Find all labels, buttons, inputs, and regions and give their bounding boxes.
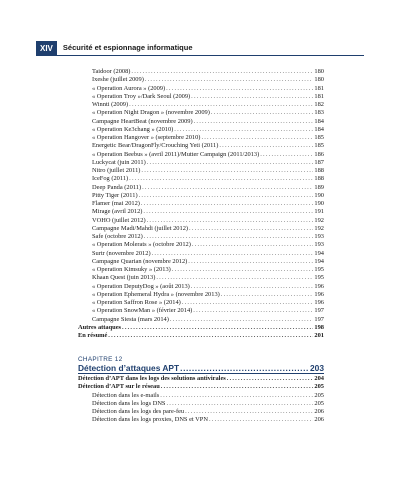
toc-entry-title: Détection d’APT sur le réseau — [78, 383, 160, 391]
toc-entry-page: 190 — [314, 200, 324, 207]
toc-list — [78, 68, 324, 340]
toc-entry-page: 197 — [314, 315, 324, 323]
toc-entry-title: « Operation Beebus » (avril 2011)/Mutter Campaign (2011/2013) — [92, 150, 260, 158]
toc-entry[interactable] — [78, 383, 324, 391]
toc-entry[interactable] — [78, 151, 324, 159]
leader-dots — [180, 363, 309, 373]
leader-dots — [260, 151, 313, 159]
leader-dots — [145, 76, 314, 84]
toc-entry[interactable] — [78, 175, 324, 183]
running-title: Sécurité et espionnage informatique — [62, 43, 193, 52]
leader-dots — [193, 307, 313, 315]
leader-dots — [221, 291, 314, 299]
toc-entry[interactable] — [78, 258, 324, 266]
toc-entry-page: 183 — [314, 109, 324, 117]
toc-entry-page: 184 — [314, 117, 324, 125]
toc-entry-page: 184 — [314, 125, 324, 133]
toc-entry[interactable] — [78, 93, 324, 101]
toc-entry[interactable] — [78, 192, 324, 200]
toc-entry-title: Détection dans les logs DNS — [92, 399, 166, 407]
toc-entry-page: 205 — [314, 399, 324, 407]
toc-entry-page: 180 — [314, 68, 324, 75]
leader-dots — [143, 208, 313, 216]
toc-entry-page: 191 — [314, 208, 324, 216]
toc-entry[interactable] — [78, 241, 324, 249]
toc-entry[interactable] — [78, 332, 324, 340]
toc-entry-page: 182 — [314, 101, 324, 108]
toc-entry-page: 196 — [314, 290, 324, 298]
toc-entry-title: Campagne Siesta (mars 2014) — [92, 315, 169, 323]
toc-entry-title: « Operation Troy »/Dark Seoul (2009) — [92, 92, 191, 100]
toc-entry[interactable] — [78, 375, 324, 383]
toc-entry-title: Campagne Madi/Mahdi (juillet 2012) — [92, 224, 189, 232]
toc-entry-page: 192 — [314, 216, 324, 224]
toc-entry[interactable] — [78, 101, 324, 109]
leader-dots — [191, 93, 313, 101]
chapter-page: 203 — [310, 363, 324, 373]
toc-entry-title: Deep Panda (2011) — [92, 183, 142, 191]
toc-entry[interactable] — [78, 134, 324, 142]
toc-entry[interactable] — [78, 274, 324, 282]
toc-entry[interactable] — [78, 266, 324, 274]
toc-entry-page: 181 — [314, 84, 324, 92]
toc-entry-page: 186 — [314, 150, 324, 158]
toc-entry-title: Détection d’APT dans les logs des solutions antivirales — [78, 375, 226, 382]
toc-entry[interactable] — [78, 299, 324, 307]
page-number: XIV — [36, 41, 57, 55]
toc-entry[interactable] — [78, 316, 324, 324]
leader-dots — [160, 392, 313, 400]
toc-entry-page: 189 — [314, 183, 324, 191]
leader-dots — [147, 159, 314, 167]
leader-dots — [156, 274, 313, 282]
toc-entry-title: Nitro (juillet 2011) — [92, 167, 141, 174]
toc-entry-title: Safe (octobre 2012) — [92, 233, 143, 240]
toc-entry[interactable] — [78, 142, 324, 150]
toc-entry[interactable] — [78, 118, 324, 126]
toc-entry-title: Surtr (novembre 2012) — [92, 249, 151, 257]
leader-dots — [191, 283, 314, 291]
toc-entry-title: Luckycat (juin 2011) — [92, 158, 146, 166]
toc-entry[interactable] — [78, 250, 324, 258]
toc-entry[interactable] — [78, 307, 324, 315]
leader-dots — [147, 217, 314, 225]
toc-entry-page: 196 — [314, 299, 324, 306]
toc-entry-page: 193 — [314, 233, 324, 240]
toc-entry-page: 181 — [314, 92, 324, 100]
chapter-title-row[interactable] — [78, 363, 324, 374]
toc-entry-page: 195 — [314, 274, 324, 282]
leader-dots — [129, 175, 313, 183]
toc-entry-page: 194 — [314, 257, 324, 265]
toc-entry[interactable] — [78, 225, 324, 233]
toc-entry-page: 206 — [314, 416, 324, 424]
toc-entry-page: 185 — [314, 142, 324, 150]
toc-entry-page: 196 — [314, 282, 324, 290]
leader-dots — [166, 400, 313, 408]
toc-entry-page: 204 — [314, 375, 324, 382]
leader-dots — [139, 192, 314, 200]
leader-dots — [144, 233, 314, 241]
toc-entry-title: Energetic Bear/DragonFly/Crouching Yeti (2011) — [92, 142, 219, 150]
toc-entry-title: « Operation SnowMan » (février 2014) — [92, 307, 193, 315]
toc-entry-title: Khaan Quest (juin 2013) — [92, 274, 156, 282]
leader-dots — [201, 134, 313, 142]
toc-entry-title: Flamer (mai 2012) — [92, 200, 140, 207]
leader-dots — [142, 184, 313, 192]
chapter-entries — [78, 375, 324, 425]
leader-dots — [185, 408, 313, 416]
running-header — [36, 40, 364, 56]
toc-entry-page: 194 — [314, 249, 324, 257]
toc-entry-title: Campagne Quarian (novembre 2012) — [92, 257, 188, 265]
toc-entry-title: Campagne HeartBeat (novembre 2009) — [92, 117, 193, 125]
toc-entry[interactable] — [78, 217, 324, 225]
toc-entry-title: VOHO (juillet 2012) — [92, 216, 146, 224]
toc-entry-title: En résumé — [78, 332, 108, 339]
toc-entry[interactable] — [78, 416, 324, 424]
toc-entry[interactable] — [78, 283, 324, 291]
toc-entry-page: 205 — [314, 383, 324, 391]
leader-dots — [172, 266, 314, 274]
toc-entry[interactable] — [78, 68, 324, 76]
toc-entry[interactable] — [78, 184, 324, 192]
toc-entry[interactable] — [78, 85, 324, 93]
toc-entry-title: Détection dans les logs des pare-feu — [92, 408, 185, 415]
toc-entry[interactable] — [78, 208, 324, 216]
leader-dots — [122, 324, 313, 332]
chapter-label: CHAPITRE 12 — [78, 356, 123, 363]
toc-entry[interactable] — [78, 233, 324, 241]
toc-entry-title: Ixeshe (juillet 2009) — [92, 76, 144, 84]
toc-entry-title: « Operation Molerats » (octobre 2012) — [92, 241, 191, 249]
toc-entry[interactable] — [78, 324, 324, 332]
toc-entry-page: 192 — [314, 224, 324, 232]
leader-dots — [131, 68, 313, 76]
toc-entry-title: « Operation Hangover » (septembre 2010) — [92, 134, 201, 141]
toc-entry-title: IceFog (2011) — [92, 175, 129, 183]
toc-entry[interactable] — [78, 392, 324, 400]
toc-entry-page: 187 — [314, 158, 324, 166]
toc-entry-page: 190 — [314, 191, 324, 199]
toc-entry-page: 188 — [314, 175, 324, 183]
toc-entry-page: 195 — [314, 266, 324, 273]
leader-dots — [227, 375, 314, 383]
leader-dots — [194, 118, 314, 126]
toc-entry-title: « Operation Kimsuky » (2013) — [92, 266, 171, 273]
toc-entry-title: « Operation Aurora » (2009) — [92, 84, 166, 92]
leader-dots — [192, 241, 314, 249]
leader-dots — [170, 316, 314, 324]
toc-entry-page: 193 — [314, 241, 324, 249]
toc-entry-page: 198 — [314, 323, 324, 331]
toc-entry-title: « Operation Night Dragon » (novembre 2009) — [92, 109, 210, 117]
leader-dots — [141, 200, 313, 208]
toc-entry-title: « Operation Ephemeral Hydra » (novembre 2013) — [92, 290, 220, 298]
toc-entry-title: Autres attaques — [78, 323, 122, 331]
toc-entry-title: Mirage (avril 2012) — [92, 208, 143, 216]
toc-entry-page: 197 — [314, 307, 324, 315]
leader-dots — [219, 142, 313, 150]
toc-entry[interactable] — [78, 408, 324, 416]
toc-entry-page: 185 — [314, 134, 324, 141]
toc-entry[interactable] — [78, 76, 324, 84]
leader-dots — [189, 225, 313, 233]
toc-entry-title: « Operation Ke3chang » (2010) — [92, 125, 174, 133]
chapter-title: Détection d’attaques APT — [78, 363, 180, 373]
leader-dots — [108, 332, 313, 340]
toc-entry[interactable] — [78, 109, 324, 117]
toc-entry[interactable] — [78, 200, 324, 208]
leader-dots — [174, 126, 313, 134]
leader-dots — [209, 416, 313, 424]
leader-dots — [211, 109, 314, 117]
leader-dots — [161, 383, 314, 391]
toc-entry-title: Taidoor (2008) — [92, 68, 131, 75]
toc-entry-title: Détection dans les logs proxies, DNS et VPN — [92, 416, 208, 424]
toc-entry-page: 201 — [314, 332, 324, 339]
toc-entry-title: Pitty Tiger (2011) — [92, 191, 138, 199]
toc-entry-page: 205 — [314, 391, 324, 399]
toc-entry[interactable] — [78, 159, 324, 167]
toc-entry-title: Détection dans les e-mails — [92, 391, 160, 399]
toc-entry-page: 188 — [314, 167, 324, 174]
chapter-12 — [78, 356, 324, 425]
leader-dots — [129, 101, 313, 109]
toc-entry-page: 180 — [314, 76, 324, 84]
toc-entry[interactable] — [78, 400, 324, 408]
toc-entry-title: « Operation DeputyDog » (août 2013) — [92, 282, 190, 290]
leader-dots — [182, 299, 314, 307]
toc-entry-page: 206 — [314, 408, 324, 415]
leader-dots — [188, 258, 313, 266]
toc-entry-title: Winnti (2009) — [92, 101, 129, 108]
leader-dots — [141, 167, 313, 175]
toc-entry[interactable] — [78, 167, 324, 175]
toc-entry[interactable] — [78, 126, 324, 134]
toc-entry-title: « Operation Saffron Rose » (2014) — [92, 299, 181, 306]
leader-dots — [152, 250, 314, 258]
leader-dots — [166, 85, 313, 93]
toc-entry[interactable] — [78, 291, 324, 299]
